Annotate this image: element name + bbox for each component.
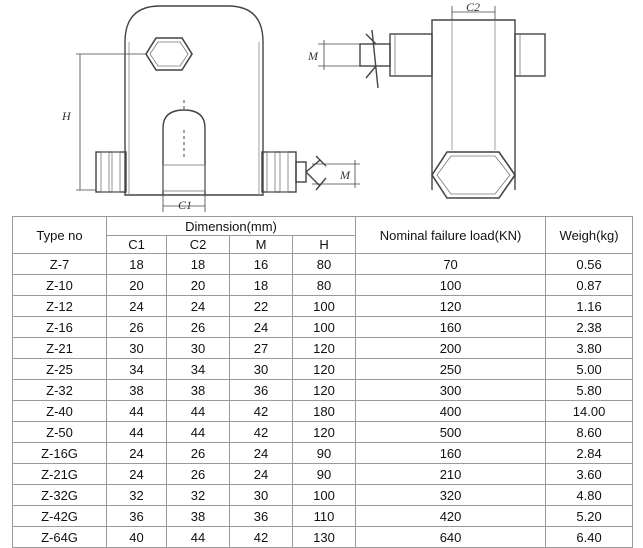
failure-load-cell: 320 [356, 485, 546, 506]
m-cell: 27 [230, 338, 293, 359]
weight-cell: 14.00 [546, 401, 633, 422]
c1-cell: 38 [107, 380, 167, 401]
failure-load-cell: 420 [356, 506, 546, 527]
table-row [13, 254, 633, 275]
m-cell: 36 [230, 380, 293, 401]
weight-cell: 4.80 [546, 485, 633, 506]
weight-cell: 3.60 [546, 464, 633, 485]
weight-cell: 2.38 [546, 317, 633, 338]
m-header: M [230, 236, 293, 254]
m-cell: 42 [230, 401, 293, 422]
h-cell: 90 [293, 443, 356, 464]
m-cell: 30 [230, 485, 293, 506]
m-cell: 42 [230, 527, 293, 548]
h-cell: 130 [293, 527, 356, 548]
c1-cell: 36 [107, 506, 167, 527]
c2-cell: 26 [167, 464, 230, 485]
m-cell: 16 [230, 254, 293, 275]
c2-cell: 18 [167, 254, 230, 275]
type-no-cell: Z-50 [13, 422, 107, 443]
c2-cell: 44 [167, 527, 230, 548]
m-dimension-label: M [340, 168, 350, 182]
c1-cell: 24 [107, 464, 167, 485]
clevis-technical-drawing [0, 0, 643, 215]
c1-cell: 44 [107, 401, 167, 422]
m-cell: 24 [230, 317, 293, 338]
c1-cell: 40 [107, 527, 167, 548]
c2-dimension-label: C2 [466, 0, 481, 14]
table-row [13, 443, 633, 464]
c1-cell: 20 [107, 275, 167, 296]
c1-cell: 24 [107, 443, 167, 464]
failure-load-cell: 160 [356, 443, 546, 464]
m-cell: 22 [230, 296, 293, 317]
table-body [13, 254, 633, 548]
weight-header: Weigh(kg) [546, 217, 633, 254]
m-cell: 36 [230, 506, 293, 527]
c2-cell: 34 [167, 359, 230, 380]
weight-cell: 0.87 [546, 275, 633, 296]
c1-cell: 34 [107, 359, 167, 380]
c1-cell: 24 [107, 296, 167, 317]
type-no-cell: Z-7 [13, 254, 107, 275]
weight-cell: 6.40 [546, 527, 633, 548]
table-row [13, 464, 633, 485]
c2-cell: 20 [167, 275, 230, 296]
type-no-cell: Z-21 [13, 338, 107, 359]
c2-cell: 44 [167, 422, 230, 443]
specification-table [12, 216, 633, 548]
m-cell: 42 [230, 422, 293, 443]
c1-cell: 30 [107, 338, 167, 359]
m-cell: 30 [230, 359, 293, 380]
side-view [318, 6, 545, 198]
failure-load-cell: 100 [356, 275, 546, 296]
table-row [13, 359, 633, 380]
h-cell: 80 [293, 275, 356, 296]
table-row [13, 422, 633, 443]
h-cell: 90 [293, 464, 356, 485]
h-cell: 180 [293, 401, 356, 422]
weight-cell: 2.84 [546, 443, 633, 464]
c2-header: C2 [167, 236, 230, 254]
failure-load-cell: 640 [356, 527, 546, 548]
h-cell: 110 [293, 506, 356, 527]
failure-load-cell: 70 [356, 254, 546, 275]
type-no-cell: Z-32 [13, 380, 107, 401]
type-no-cell: Z-21G [13, 464, 107, 485]
type-no-cell: Z-64G [13, 527, 107, 548]
failure-load-cell: 120 [356, 296, 546, 317]
weight-cell: 8.60 [546, 422, 633, 443]
m-side-dimension-label: M [308, 49, 318, 63]
h-cell: 120 [293, 359, 356, 380]
h-dimension-label: H [62, 109, 71, 123]
dimension-header: Dimension(mm) [107, 217, 356, 236]
failure-load-cell: 300 [356, 380, 546, 401]
type-no-cell: Z-32G [13, 485, 107, 506]
h-cell: 120 [293, 380, 356, 401]
table-row [13, 338, 633, 359]
table-row [13, 527, 633, 548]
type-no-cell: Z-16G [13, 443, 107, 464]
c2-cell: 26 [167, 443, 230, 464]
failure-load-cell: 200 [356, 338, 546, 359]
c2-cell: 30 [167, 338, 230, 359]
type-no-cell: Z-40 [13, 401, 107, 422]
c2-cell: 38 [167, 506, 230, 527]
failure-load-cell: 160 [356, 317, 546, 338]
type-no-cell: Z-10 [13, 275, 107, 296]
type-no-cell: Z-25 [13, 359, 107, 380]
c1-cell: 26 [107, 317, 167, 338]
table-row [13, 296, 633, 317]
h-cell: 120 [293, 338, 356, 359]
type-no-cell: Z-12 [13, 296, 107, 317]
front-view [76, 6, 360, 212]
c1-cell: 32 [107, 485, 167, 506]
table-row [13, 275, 633, 296]
c2-cell: 24 [167, 296, 230, 317]
table-row [13, 401, 633, 422]
type-no-cell: Z-42G [13, 506, 107, 527]
type-no-cell: Z-16 [13, 317, 107, 338]
c1-header: C1 [107, 236, 167, 254]
h-cell: 120 [293, 422, 356, 443]
table-row [13, 317, 633, 338]
c2-cell: 44 [167, 401, 230, 422]
h-cell: 80 [293, 254, 356, 275]
load-header: Nominal failure load(KN) [356, 217, 546, 254]
weight-cell: 5.20 [546, 506, 633, 527]
h-cell: 100 [293, 296, 356, 317]
h-cell: 100 [293, 317, 356, 338]
drawing-svg [0, 0, 643, 215]
weight-cell: 5.80 [546, 380, 633, 401]
table-row [13, 485, 633, 506]
type-no-header: Type no [13, 217, 107, 254]
c1-cell: 18 [107, 254, 167, 275]
c2-cell: 26 [167, 317, 230, 338]
failure-load-cell: 250 [356, 359, 546, 380]
failure-load-cell: 500 [356, 422, 546, 443]
weight-cell: 3.80 [546, 338, 633, 359]
failure-load-cell: 400 [356, 401, 546, 422]
failure-load-cell: 210 [356, 464, 546, 485]
c2-cell: 38 [167, 380, 230, 401]
h-cell: 100 [293, 485, 356, 506]
h-header: H [293, 236, 356, 254]
table-row [13, 506, 633, 527]
table-row [13, 380, 633, 401]
c1-dimension-label: C1 [178, 198, 193, 212]
c1-cell: 44 [107, 422, 167, 443]
weight-cell: 0.56 [546, 254, 633, 275]
weight-cell: 1.16 [546, 296, 633, 317]
weight-cell: 5.00 [546, 359, 633, 380]
c2-cell: 32 [167, 485, 230, 506]
m-cell: 24 [230, 464, 293, 485]
m-cell: 24 [230, 443, 293, 464]
m-cell: 18 [230, 275, 293, 296]
